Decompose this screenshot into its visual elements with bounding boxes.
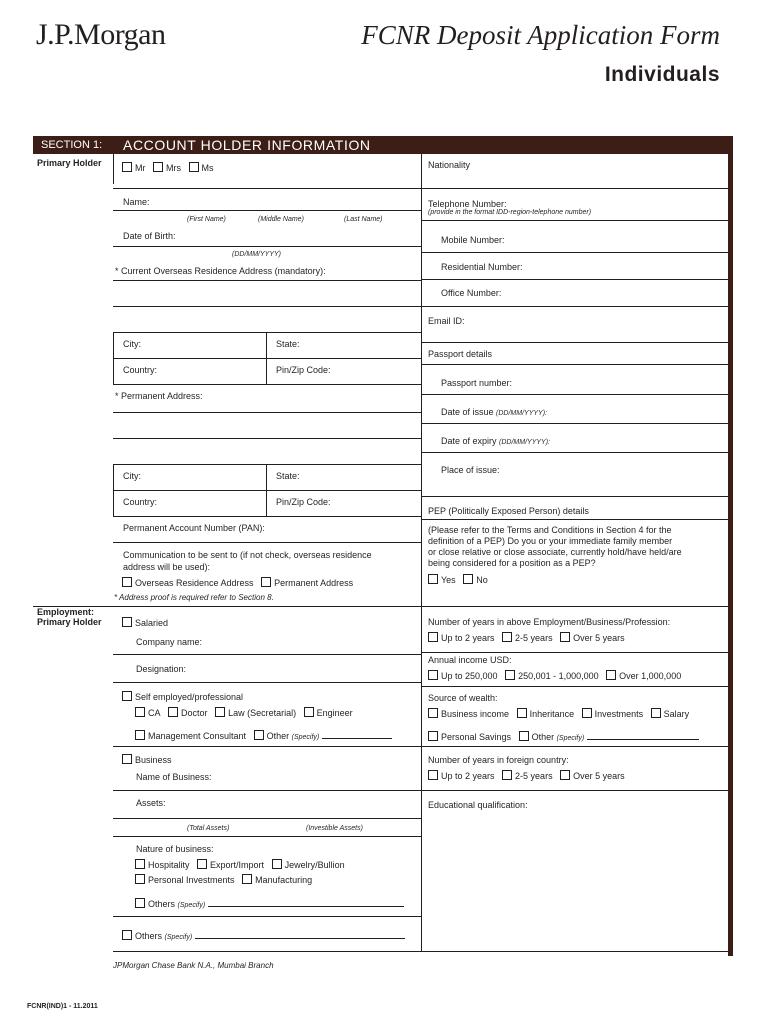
mobile-label: Mobile Number: [441, 235, 505, 245]
divider [421, 188, 728, 189]
mrs-checkbox[interactable] [153, 162, 163, 172]
nature-options-1 [135, 859, 345, 870]
pep-yes-label: Yes [441, 575, 456, 585]
investible-assets-hint: (Investible Assets) [306, 825, 363, 832]
divider [113, 464, 114, 516]
mgmt-label: Management Consultant [148, 731, 247, 741]
pep-text-3: or close relative or close associate, currently hold/have held/are [428, 547, 682, 557]
wealth-other-checkbox[interactable] [519, 731, 529, 741]
business-income-checkbox[interactable] [428, 708, 438, 718]
nature-options-2 [135, 874, 312, 885]
permanent-address-label: * Permanent Address: [115, 391, 203, 401]
personal-savings-label: Personal Savings [441, 732, 512, 742]
foreign-over-5-checkbox[interactable] [560, 770, 570, 780]
divider [421, 423, 728, 424]
mgmt-options [135, 730, 392, 741]
divider [421, 519, 728, 520]
divider [421, 306, 728, 307]
permanent-option: Permanent Address [274, 578, 354, 588]
pep-text-4: being considered for a position as a PEP? [428, 558, 596, 568]
divider [113, 916, 421, 917]
divider [113, 188, 421, 189]
name-label: Name: [123, 197, 150, 207]
others-checkbox-2[interactable] [122, 930, 132, 940]
hospitality-label: Hospitality [148, 860, 190, 870]
2-5-label: 2-5 years [515, 633, 553, 643]
pan-label: Permanent Account Number (PAN): [123, 523, 265, 533]
specify-hint: (Specify) [164, 934, 193, 941]
form-title: FCNR Deposit Application Form [361, 20, 720, 50]
pin-label: Pin/Zip Code: [276, 365, 331, 375]
over-5-label: Over 5 years [573, 633, 625, 643]
mr-checkbox[interactable] [122, 162, 132, 172]
specify-hint: (Specify) [291, 734, 320, 741]
specify-hint: (Specify) [556, 735, 585, 742]
communication-label: Communication to be sent to (if not check, overseas residence [123, 550, 372, 560]
manufacturing-label: Manufacturing [255, 875, 313, 885]
ms-checkbox[interactable] [189, 162, 199, 172]
employment-label: Employment: [37, 607, 95, 617]
divider [113, 384, 421, 385]
income-1-label: Up to 250,000 [441, 671, 498, 681]
divider [421, 220, 728, 221]
income-label: Annual income USD: [428, 655, 512, 665]
dob-format: (DD/MM/YYYY) [232, 251, 281, 258]
residential-label: Residential Number: [441, 262, 523, 272]
date-of-issue-label: Date of issue [441, 407, 494, 417]
company-field[interactable] [113, 654, 421, 655]
years-foreign-options [428, 770, 625, 781]
foreign-2-5-checkbox[interactable] [502, 770, 512, 780]
engineer-label: Engineer [316, 708, 353, 718]
business-option [122, 754, 172, 765]
up-to-2-checkbox[interactable] [428, 632, 438, 642]
passport-title: Passport details [428, 349, 493, 359]
wealth-other-field[interactable] [587, 739, 699, 740]
export-label: Export/Import [210, 860, 265, 870]
other-field[interactable] [322, 738, 392, 739]
self-employed-label: Self employed/professional [135, 692, 244, 702]
foreign-2-5-label: 2-5 years [515, 771, 553, 781]
others-option [135, 898, 404, 909]
left-border [113, 154, 114, 184]
inheritance-label: Inheritance [529, 709, 575, 719]
others-option-2 [122, 930, 405, 941]
over-5-checkbox[interactable] [560, 632, 570, 642]
section-name: ACCOUNT HOLDER INFORMATION [123, 137, 371, 153]
state-label: State: [276, 471, 300, 481]
dob-label: Date of Birth: [123, 231, 176, 241]
salaried-checkbox[interactable] [122, 617, 132, 627]
section-header [33, 136, 733, 154]
divider [421, 746, 728, 747]
overseas-checkbox[interactable] [122, 577, 132, 587]
divider [113, 464, 421, 465]
city-label: City: [123, 471, 141, 481]
divider [113, 280, 421, 281]
divider [421, 364, 728, 365]
title-options [122, 162, 214, 173]
business-name-label: Name of Business: [136, 772, 212, 782]
pep-no-label: No [476, 575, 488, 585]
others-field-2[interactable] [195, 938, 405, 939]
divider [421, 342, 728, 343]
company-label: Company name: [136, 637, 203, 647]
manufacturing-checkbox[interactable] [242, 874, 252, 884]
pep-title: PEP (Politically Exposed Person) details [428, 506, 589, 516]
primary-holder-label: Primary Holder [37, 158, 102, 168]
form-code: FCNR(IND)1 - 11.2011 [27, 1003, 98, 1010]
foreign-over-5-label: Over 5 years [573, 771, 625, 781]
pep-yes-checkbox[interactable] [428, 574, 438, 584]
divider [421, 452, 728, 453]
other-checkbox[interactable] [254, 730, 264, 740]
hospitality-checkbox[interactable] [135, 859, 145, 869]
place-of-issue-label: Place of issue: [441, 465, 500, 475]
divider [113, 951, 728, 952]
salary-checkbox[interactable] [651, 708, 661, 718]
law-checkbox[interactable] [215, 707, 225, 717]
education-label: Educational qualification: [428, 800, 528, 810]
income-options [428, 670, 681, 681]
income-3-checkbox[interactable] [606, 670, 616, 680]
date-format: (DD/MM/YYYY): [496, 410, 547, 417]
divider [113, 682, 421, 683]
dob-field[interactable] [113, 246, 421, 247]
others-checkbox[interactable] [135, 898, 145, 908]
date-of-expiry-label: Date of expiry [441, 436, 497, 446]
other-label: Other [266, 731, 290, 741]
foreign-up-to-2-label: Up to 2 years [441, 771, 495, 781]
section-number: SECTION 1: [41, 139, 103, 151]
date-format: (DD/MM/YYYY): [499, 439, 550, 446]
divider [421, 652, 728, 653]
divider [421, 279, 728, 280]
communication-options [122, 577, 353, 588]
wealth-other-label: Other [531, 732, 555, 742]
self-employed-option [122, 691, 243, 702]
divider [113, 746, 421, 747]
mr-label: Mr [135, 163, 146, 173]
overseas-option: Overseas Residence Address [135, 578, 254, 588]
email-label: Email ID: [428, 316, 465, 326]
overseas-address-label: * Current Overseas Residence Address (mandatory): [115, 266, 326, 276]
personal-investments-checkbox[interactable] [135, 874, 145, 884]
logo: J.P.Morgan [36, 18, 166, 51]
divider [113, 332, 421, 333]
divider [33, 606, 728, 607]
divider [266, 464, 267, 516]
divider [113, 836, 421, 837]
divider [421, 790, 728, 791]
investments-label: Investments [594, 709, 644, 719]
column-divider [421, 154, 422, 951]
business-income-label: Business income [441, 709, 510, 719]
divider [113, 438, 421, 439]
divider [113, 542, 421, 543]
inheritance-checkbox[interactable] [517, 708, 527, 718]
salaried-label: Salaried [135, 618, 169, 628]
divider [421, 686, 728, 687]
divider [421, 252, 728, 253]
form-subtitle: Individuals [604, 63, 720, 86]
city-label: City: [123, 339, 141, 349]
divider [421, 394, 728, 395]
divider [421, 496, 728, 497]
wealth-options [428, 708, 689, 719]
divider [113, 332, 114, 384]
personal-investments-label: Personal Investments [148, 875, 235, 885]
nature-label: Nature of business: [136, 844, 214, 854]
doctor-label: Doctor [181, 708, 208, 718]
ca-checkbox[interactable] [135, 707, 145, 717]
business-checkbox[interactable] [122, 754, 132, 764]
divider [113, 516, 421, 517]
date-of-issue [441, 407, 547, 417]
footer-branch: JPMorgan Chase Bank N.A., Mumbai Branch [113, 961, 274, 970]
mgmt-checkbox[interactable] [135, 730, 145, 740]
doctor-checkbox[interactable] [168, 707, 178, 717]
section-border [728, 154, 733, 956]
employment-holder-label: Primary Holder [37, 617, 102, 627]
pin-label: Pin/Zip Code: [276, 497, 331, 507]
name-field[interactable] [113, 210, 421, 211]
engineer-checkbox[interactable] [304, 707, 314, 717]
years-foreign-label: Number of years in foreign country: [428, 755, 569, 765]
last-name-hint: (Last Name) [344, 216, 383, 223]
others-label: Others [148, 899, 176, 909]
date-of-expiry [441, 436, 550, 446]
years-options [428, 632, 625, 643]
permanent-checkbox[interactable] [261, 577, 271, 587]
salaried-option [122, 617, 168, 628]
state-label: State: [276, 339, 300, 349]
pep-text-1: (Please refer to the Terms and Conditions in Section 4 for the [428, 525, 672, 535]
self-employed-checkbox[interactable] [122, 691, 132, 701]
pep-no-checkbox[interactable] [463, 574, 473, 584]
savings-options [428, 731, 699, 742]
others-field[interactable] [208, 906, 404, 907]
jewelry-label: Jewelry/Bullion [284, 860, 345, 870]
passport-number-label: Passport number: [441, 378, 513, 388]
office-label: Office Number: [441, 288, 502, 298]
salary-label: Salary [663, 709, 690, 719]
divider [113, 306, 421, 307]
others-label-2: Others [135, 931, 163, 941]
income-2-checkbox[interactable] [505, 670, 515, 680]
ca-label: CA [148, 708, 161, 718]
up-to-2-label: Up to 2 years [441, 633, 495, 643]
nationality-label: Nationality [428, 160, 471, 170]
country-label: Country: [123, 497, 158, 507]
first-name-hint: (First Name) [187, 216, 226, 223]
total-assets-hint: (Total Assets) [187, 825, 230, 832]
profession-options [135, 707, 353, 718]
divider [113, 358, 421, 359]
income-3-label: Over 1,000,000 [619, 671, 682, 681]
divider [113, 412, 421, 413]
income-2-label: 250,001 - 1,000,000 [518, 671, 599, 681]
specify-hint: (Specify) [177, 902, 206, 909]
investments-checkbox[interactable] [582, 708, 592, 718]
divider [113, 490, 421, 491]
address-proof-note: * Address proof is required refer to Section 8. [114, 593, 274, 602]
export-checkbox[interactable] [197, 859, 207, 869]
telephone-label: Telephone Number: [428, 199, 507, 209]
pep-text-2: definition of a PEP) Do you or your immediate family member [428, 536, 673, 546]
country-label: Country: [123, 365, 158, 375]
divider [266, 332, 267, 384]
2-5-checkbox[interactable] [502, 632, 512, 642]
mrs-label: Mrs [166, 163, 182, 173]
wealth-label: Source of wealth: [428, 693, 498, 703]
law-label: Law (Secretarial) [228, 708, 297, 718]
telephone-hint: (provide in the format IDD-region-telephone number) [428, 209, 592, 216]
business-label: Business [135, 755, 172, 765]
personal-savings-checkbox[interactable] [428, 731, 438, 741]
designation-label: Designation: [136, 664, 187, 674]
years-employment-label: Number of years in above Employment/Business/Profession: [428, 617, 671, 627]
pep-options [428, 574, 488, 585]
assets-field[interactable] [113, 818, 421, 819]
communication-label-2: address will be used): [123, 562, 211, 572]
middle-name-hint: (Middle Name) [258, 216, 304, 223]
assets-label: Assets: [136, 798, 166, 808]
ms-label: Ms [201, 163, 214, 173]
income-1-checkbox[interactable] [428, 670, 438, 680]
business-name-field[interactable] [113, 790, 421, 791]
foreign-up-to-2-checkbox[interactable] [428, 770, 438, 780]
jewelry-checkbox[interactable] [272, 859, 282, 869]
